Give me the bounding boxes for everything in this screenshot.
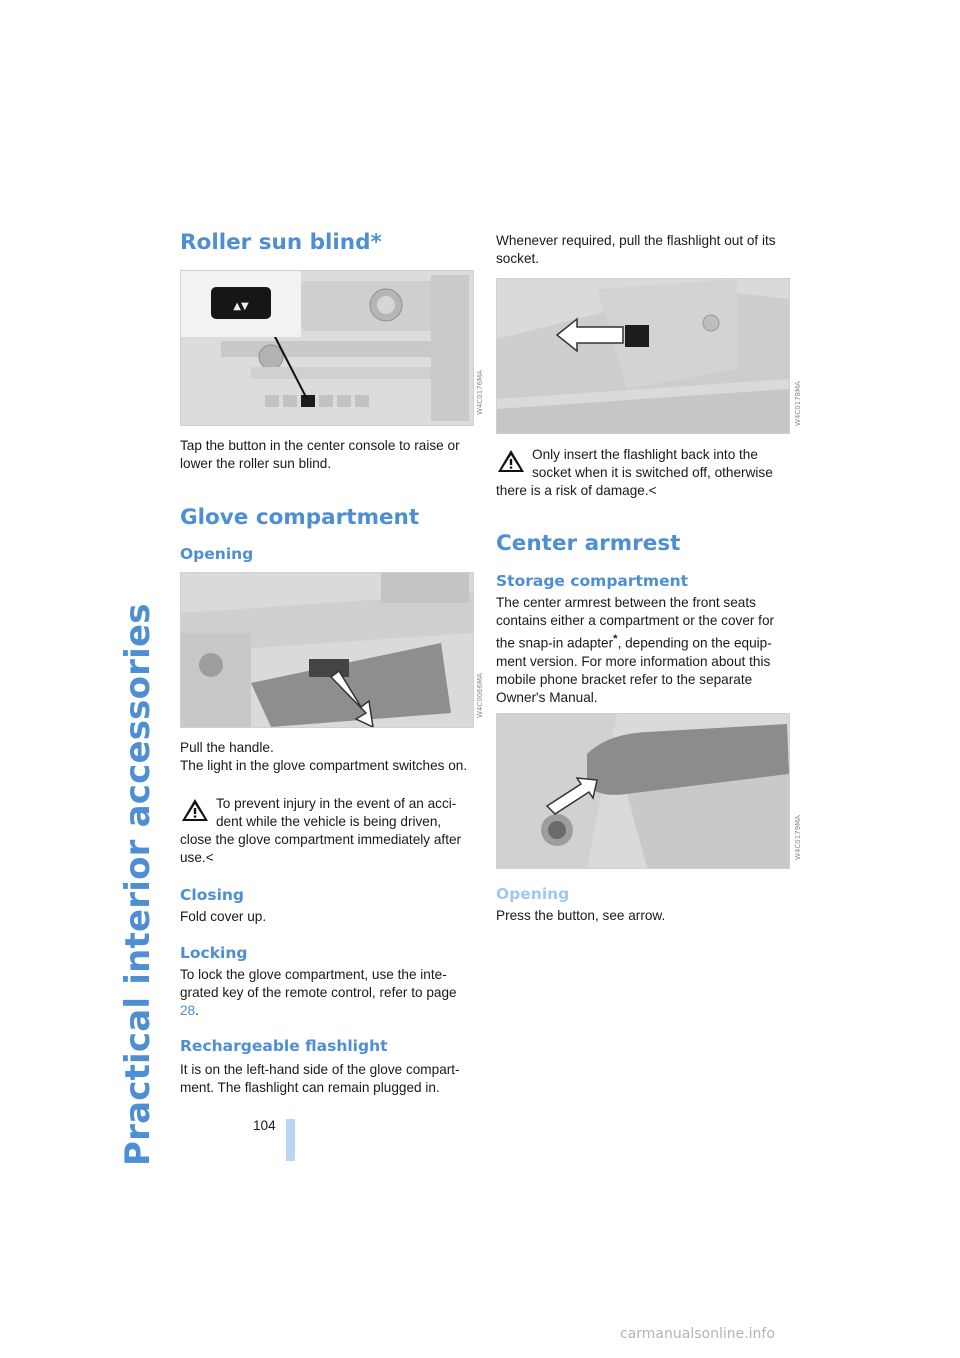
roller-figure-code: W4C0176MA [476,370,484,415]
flashlight-warning-text-rest [496,482,792,500]
closing-heading: Closing [180,886,245,904]
roller-sun-blind-text: Tap the button in the center console to raise or lower the roller sun blind. [180,438,460,471]
glove-opening-text-2: The light in the glove compartment switches on. [180,758,468,773]
chapter-side-title [112,226,160,1176]
flashlight-text: It is on the left-hand side of the glove compart-ment. The flashlight can remain plugged in. [180,1062,460,1095]
glove-opening-text-1: Pull the handle. [180,740,274,755]
storage-text-b: , depending on the equip-ment version. For more information about this mobile phone bracket refer to the separate Owner's Manual. [496,635,772,705]
storage-text-a: The center armrest between the front seats contains either a compartment or the cover for the snap-in adapter [496,595,775,651]
armrest-opening-heading: Opening [496,885,570,903]
flashlight-warning-text-rest-body: there is a risk of damage. [496,483,649,498]
flashlight-figure [496,278,790,434]
page-number-bar [286,1119,295,1161]
footer-watermark: carmanualsonline.info [620,1326,775,1342]
locking-page-link[interactable]: 28 [180,1003,196,1018]
warning-triangle-icon [496,448,526,474]
locking-period: . [195,1003,199,1018]
storage-compartment-text [496,594,792,707]
center-armrest-figure [496,713,790,869]
glove-compartment-heading: Glove compartment [180,505,420,530]
closing-text: Fold cover up. [180,909,267,924]
flashlight-warning [496,446,792,500]
storage-compartment-heading: Storage compartment [496,572,689,590]
locking-text-body: To lock the glove compartment, use the inte-grated key of the remote control, refer to page [180,967,457,1000]
armrest-opening-text: Press the button, see arrow. [496,908,666,923]
svg-text:▲▼: ▲▼ [233,301,249,312]
glove-figure-code: W4C0066MA [476,673,484,718]
glove-warning-text-rest [180,831,476,867]
optional-equipment-star: * [613,633,618,645]
locking-text [180,966,476,1020]
armrest-figure-code: W4C0179MA [794,815,802,860]
glove-warning-text-first: To prevent injury in the event of an acci-dent while the vehicle is being driven, [216,796,457,829]
roller-sun-blind-heading: Roller sun blind* [180,230,382,255]
end-mark: < [205,850,214,865]
glove-warning-text-rest-body: close the glove compartment immediately after use. [180,832,462,865]
glove-compartment-figure [180,572,474,728]
locking-heading: Locking [180,944,248,962]
flashlight-warning-text-first: Only insert the flashlight back into the socket when it is switched off, otherwise [532,447,773,480]
flashlight-pull-text: Whenever required, pull the flashlight out of its socket. [496,233,776,266]
glove-opening-heading: Opening [180,545,254,563]
glove-warning [180,795,476,867]
page-number: 104 [253,1118,276,1133]
roller-sun-blind-figure [180,270,474,426]
end-mark: < [648,483,657,498]
flashlight-heading: Rechargeable flashlight [180,1037,388,1055]
center-armrest-heading: Center armrest [496,531,681,556]
chapter-side-title-text: Practical interior accessories [118,603,158,1166]
flashlight-figure-code: W4C0178MA [794,381,802,426]
warning-triangle-icon [180,797,210,823]
